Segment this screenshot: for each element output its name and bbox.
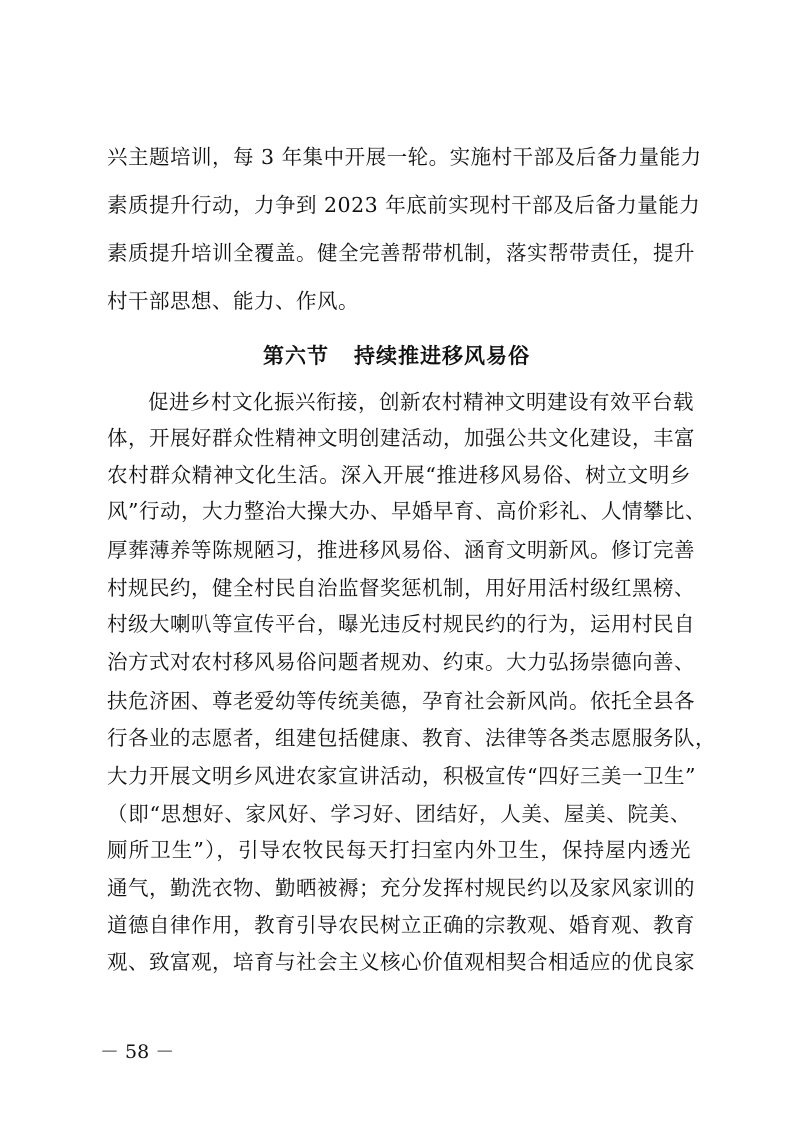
text-line: 道德自律作用，教育引导农民树立正确的宗教观、婚育观、教育 xyxy=(107,913,695,937)
section-heading: 第六节 持续推进移风易俗 xyxy=(263,343,530,368)
page-number: － 58 － xyxy=(100,1041,175,1063)
text-line: 兴主题培训，每 3 年集中开展一轮。实施村干部及后备力量能力 xyxy=(107,145,702,169)
text-line: 厚葬薄养等陈规陋习，推进移风易俗、涵育文明新风。修订完善 xyxy=(107,538,695,562)
text-line: 村规民约，健全村民自治监督奖惩机制，用好用活村级红黑榜、 xyxy=(107,576,695,600)
text-line: 促进乡村文化振兴衔接，创新农村精神文明建设有效平台载 xyxy=(148,390,694,414)
text-line: 素质提升培训全覆盖。健全完善帮带机制，落实帮带责任，提升 xyxy=(107,241,695,265)
text-line: 体，开展好群众性精神文明创建活动，加强公共文化建设，丰富 xyxy=(107,426,695,450)
text-line: 观、致富观，培育与社会主义核心价值观相契合相适应的优良家 xyxy=(107,950,695,974)
text-line: 通气，勤洗衣物、勤晒被褥；充分发挥村规民约以及家风家训的 xyxy=(107,876,695,900)
text-line: 大力开展文明乡风进农家宣讲活动，积极宣传“四好三美一卫生” xyxy=(107,764,696,788)
text-line: 素质提升行动，力争到 2023 年底前实现村干部及后备力量能力 xyxy=(107,193,701,217)
text-line: 村级大喇叭等宣传平台，曝光违反村规民约的行为，运用村民自 xyxy=(107,612,695,636)
text-line: 村干部思想、能力、作风。 xyxy=(107,289,359,313)
text-line: 行各业的志愿者，组建包括健康、教育、法律等各类志愿服务队， xyxy=(107,726,716,750)
text-line: 治方式对农村移风易俗问题者规劝、约束。大力弘扬崇德向善、 xyxy=(107,650,695,674)
text-line: （即“思想好、家风好、学习好、团结好，人美、屋美、院美、 xyxy=(107,802,691,826)
text-line: 农村群众精神文化生活。深入开展“推进移风易俗、树立文明乡 xyxy=(107,463,691,487)
text-line: 风”行动，大力整治大操大办、早婚早育、高价彩礼、人情攀比、 xyxy=(107,499,706,523)
text-line: 扶危济困、尊老爱幼等传统美德，孕育社会新风尚。依托全县各 xyxy=(107,689,695,713)
text-line: 厕所卫生”），引导农牧民每天打扫室内外卫生，保持屋内透光 xyxy=(107,838,691,862)
